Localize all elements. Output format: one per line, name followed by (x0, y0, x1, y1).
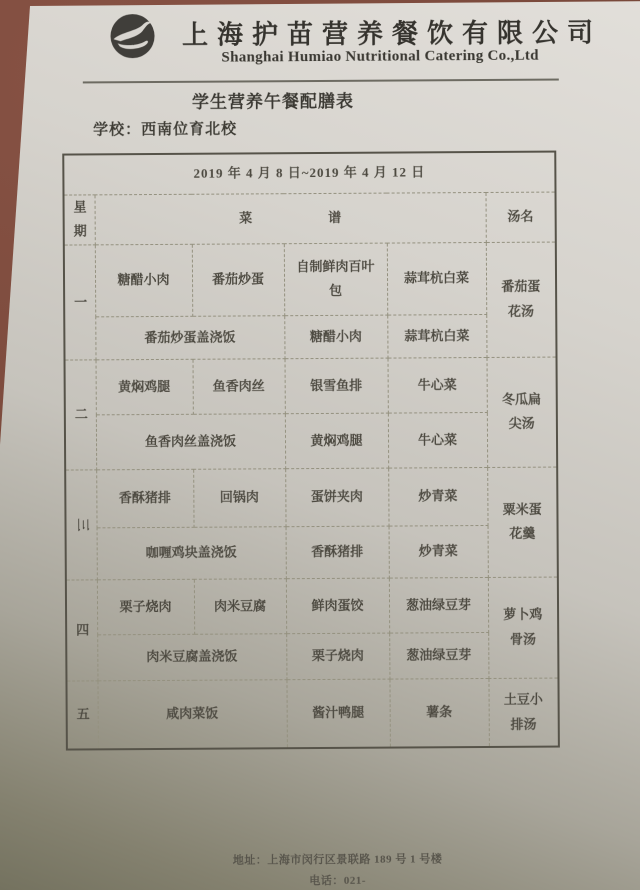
dish-cell: 鲜肉蛋饺 (286, 578, 389, 634)
footer-address: 地址：上海市闵行区景联路 189 号 1 号楼 (232, 853, 443, 867)
day-label-wed: 三 (65, 470, 97, 580)
day-label-mon: 一 (64, 245, 96, 360)
dish-cell: 蛋饼夹肉 (285, 468, 388, 527)
dish-cell: 薯条 (389, 678, 488, 748)
company-swan-logo-icon (107, 12, 157, 60)
dish-cell: 银雪鱼排 (285, 358, 388, 414)
menu-table (62, 151, 560, 751)
col-header-menu (95, 192, 486, 245)
company-name-en: Shanghai Humiao Nutritional Catering Co.,Ltd (221, 47, 539, 66)
dish-cell: 炒青菜 (389, 525, 488, 578)
dish-cell: 炒青菜 (388, 467, 487, 526)
dish-cell: 葱油绿豆芽 (389, 632, 488, 679)
soup-cell-tue: 冬瓜扁尖汤 (487, 357, 558, 467)
company-name-cn: 上海护苗营养餐饮有限公司 (181, 18, 603, 50)
dish-cell: 番茄炒蛋 (192, 244, 284, 317)
soup-cell-wed: 粟米蛋花羹 (487, 467, 558, 577)
col-header-day: 星期 (64, 194, 95, 245)
soup-cell-fri: 土豆小排汤 (488, 678, 558, 747)
soup-cell-thu: 萝卜鸡骨汤 (488, 577, 559, 678)
col-header-menu-left: 菜 (239, 210, 253, 226)
rice-bowl-cell: 番茄炒蛋盖浇饭 (95, 316, 284, 360)
date-range-cell: 2019 年 4 月 8 日~2019 年 4 月 12 日 (63, 152, 555, 195)
rice-bowl-cell: 鱼香肉丝盖浇饭 (96, 414, 285, 470)
rice-bowl-cell: 肉米豆腐盖浇饭 (97, 634, 286, 681)
dish-cell: 回锅肉 (193, 469, 285, 528)
day-label-fri: 五 (66, 681, 97, 750)
col-header-soup: 汤名 (485, 192, 555, 243)
header-divider (83, 79, 559, 84)
school-label: 学校： (93, 122, 142, 139)
soup-cell-mon: 番茄蛋花汤 (486, 242, 557, 357)
day-label-thu: 四 (66, 580, 98, 681)
school-line (93, 118, 237, 140)
dish-cell: 鱼香肉丝 (193, 359, 285, 415)
dish-cell: 自制鲜肉百叶包 (284, 243, 387, 316)
day-label-tue: 二 (65, 360, 97, 470)
school-value: 西南位育北校 (141, 121, 238, 139)
document-title: 学生营养午餐配膳表 (191, 91, 354, 112)
dish-cell: 糖醋小肉 (284, 315, 387, 359)
footer-phone-clipped: 电话：021- (309, 874, 367, 888)
dish-cell: 蒜茸杭白菜 (387, 242, 486, 315)
rice-bowl-cell: 咸肉菜饭 (97, 680, 286, 750)
dish-cell: 栗子烧肉 (286, 633, 389, 680)
dish-cell: 牛心菜 (388, 357, 487, 413)
dish-cell: 蒜茸杭白菜 (387, 314, 486, 358)
dish-cell: 牛心菜 (388, 412, 487, 468)
dish-cell: 黄焖鸡腿 (285, 413, 388, 469)
dish-cell: 肉米豆腐 (194, 579, 286, 635)
col-header-menu-right: 谱 (328, 209, 342, 225)
dish-cell: 香酥猪排 (286, 526, 389, 579)
dish-cell: 栗子烧肉 (97, 579, 194, 635)
menu-table-wrapper (62, 151, 560, 751)
dish-cell: 黄焖鸡腿 (96, 359, 193, 415)
rice-bowl-cell: 咖喱鸡块盖浇饭 (97, 527, 286, 580)
dish-cell: 酱汁鸭腿 (286, 679, 389, 749)
dish-cell: 糖醋小肉 (95, 244, 192, 317)
dish-cell: 香酥猪排 (96, 469, 193, 528)
dish-cell: 葱油绿豆芽 (389, 577, 488, 633)
